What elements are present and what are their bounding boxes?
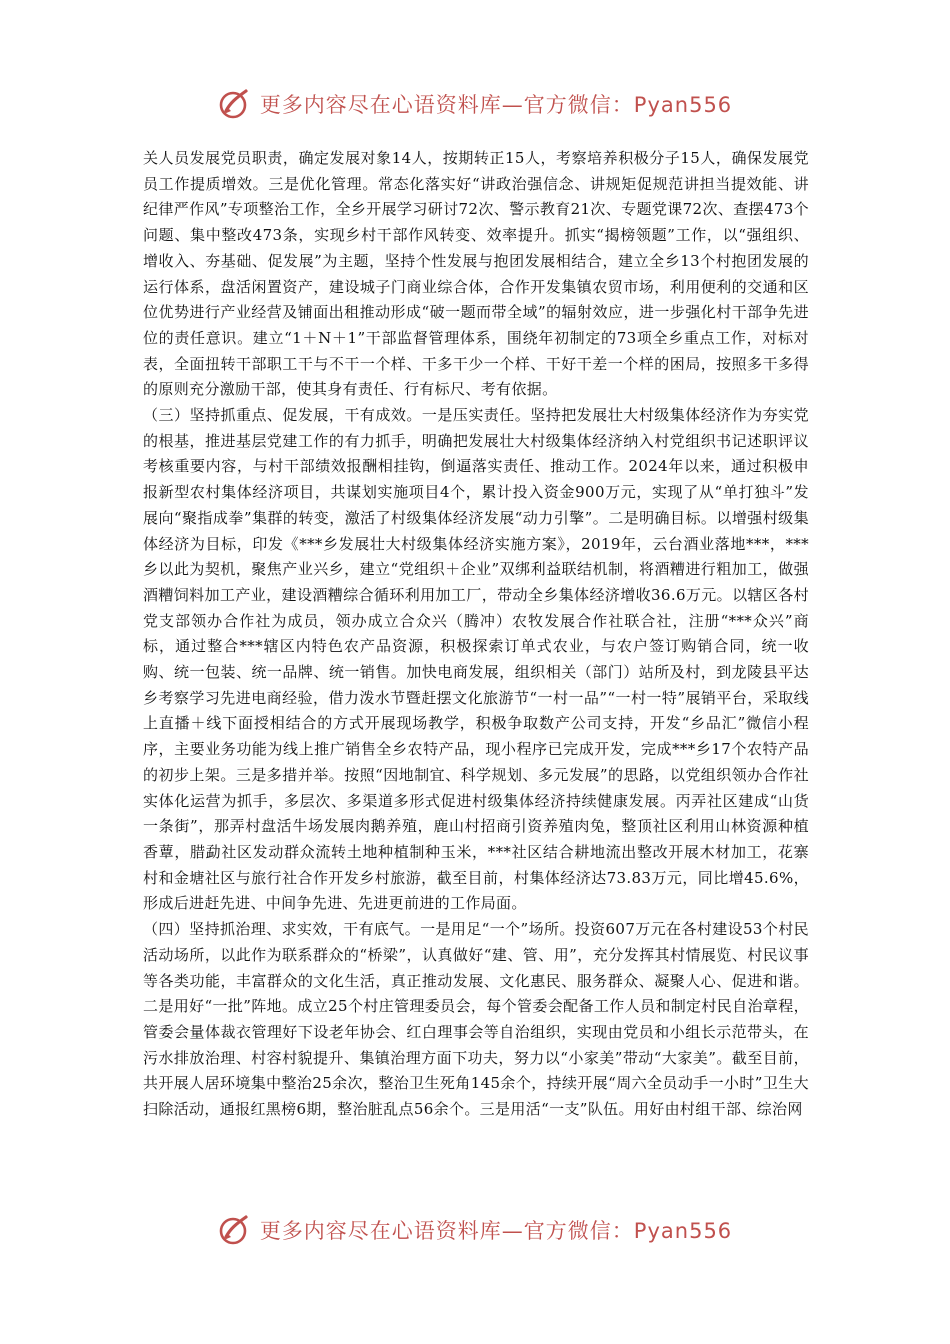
brush-logo-icon [218, 87, 252, 121]
watermark-text: 更多内容尽在心语资料库—官方微信：Pyan556 [259, 1219, 733, 1243]
document-body [143, 146, 809, 1123]
watermark-text: 更多内容尽在心语资料库—官方微信：Pyan556 [259, 93, 733, 117]
paragraph: 关人员发展党员职责，确定发展对象14人，按期转正15人，考察培养积极分子15人，确保发展党员工作提质增效。三是优化管理。常态化落实好“讲政治强信念、讲规矩促规范讲担当提效能、讲纪律严作风”专项整治工作，全乡开展学习研讨72次、警示教育21次、专题党课72次、查摆473个问题、集中整改473条，实现乡村干部作风转变、效率提升。抓实“揭榜领题”工作，以“强组织、增收入、夯基础、促发展”为主题，坚持个性发展与抱团发展相结合，建立全乡13个村抱团发展的运行体系，盘活闲置资产，建设城子门商业综合体，合作开发集镇农贸市场，利用便利的交通和区位优势进行产业经营及铺面出租推动形成“破一题而带全域”的辐射效应，进一步强化村干部争先进位的责任意识。建立“1＋N＋1”干部监督管理体系，围绕年初制定的73项全乡重点工作，对标对表，全面扭转干部职工干与不干一个样、干多干少一个样、干好干差一个样的困局，按照多干多得的原则充分激励干部，使其身有责任、行有标尺、考有依据。 [143, 149, 809, 399]
paragraph: （四）坚持抓治理、求实效，干有底气。一是用足“一个”场所。投资607万元在各村建设53个村民活动场所，以此作为联系群众的“桥梁”，认真做好“建、管、用”，充分发挥其村情展览、村民议事等各类功能，丰富群众的文化生活，真正推动发展、文化惠民、服务群众、凝聚人心、促进和谐。二是用好“一批”阵地。成立25个村庄管理委员会，每个管委会配备工作人员和制定村民自治章程，管委会量体裁衣管理好下设老年协会、红白理事会等自治组织，实现由党员和小组长示范带头，在污水排放治理、村容村貌提升、集镇治理方面下功夫，努力以“小家美”带动“大家美”。截至目前，共开展人居环境集中整治25余次，整治卫生死角145余个，持续开展“周六全员动手一小时”卫生大扫除活动，通报红黑榜6期，整治脏乱点56余个。三是用活“一支”队伍。用好由村组干部、综治网 [143, 920, 809, 1119]
paragraph: （三）坚持抓重点、促发展，干有成效。一是压实责任。坚持把发展壮大村级集体经济作为夯实党的根基，推进基层党建工作的有力抓手，明确把发展壮大村级集体经济纳入村党组织书记述职评议考核重要内容，与村干部绩效报酬相挂钩，倒逼落实责任、推动工作。2024年以来，通过积极申报新型农村集体经济项目，共谋划实施项目4个，累计投入资金900万元，实现了从“单打独斗”发展向“聚指成拳”集群的转变，激活了村级集体经济发展“动力引擎”。二是明确目标。以增强村级集体经济为目标，印发《***乡发展壮大村级集体经济实施方案》，2019年，云台酒业落地***，***乡以此为契机，聚焦产业兴乡，建立“党组织＋企业”双绑利益联结机制，将酒糟进行粗加工，做强酒糟饲料加工产业，建设酒糟综合循环利用加工厂，带动全乡集体经济增收36.6万元。以辖区各村党支部领办合作社为成员，领办成立合众兴（腾冲）农牧发展合作社联合社，注册“***众兴”商标，通过整合***辖区内特色农产品资源，积极探索订单式农业，与农户签订购销合同，统一收购、统一包装、统一品牌、统一销售。加快电商发展，组织相关（部门）站所及村，到龙陵县平达乡考察学习先进电商经验，借力泼水节暨赶摆文化旅游节“一村一品”“一村一特”展销平台，采取线上直播＋线下面授相结合的方式开展现场教学，积极争取数产公司支持，开发“乡品汇”微信小程序，主要业务功能为线上推广销售全乡农特产品，现小程序已完成开发，完成***乡17个农特产品的初步上架。三是多措并举。按照“因地制宜、科学规划、多元发展”的思路，以党组织领办合作社实体化运营为抓手，多层次、多渠道多形式促进村级集体经济持续健康发展。丙弄社区建成“山货一条街”，那弄村盘活牛场发展肉鹅养殖，鹿山村招商引资养殖肉兔，整顶社区利用山林资源种植香蕈，腊勐社区发动群众流转土地种植制种玉米，***社区结合耕地流出整改开展木材加工，花寨村和金塘社区与旅行社合作开发乡村旅游，截至目前，村集体经济达73.83万元，同比增45.6%，形成后进赶先进、中间争先进、先进更前进的工作局面。 [143, 406, 809, 913]
watermark-banner-top [0, 84, 950, 124]
brush-logo-icon [218, 1213, 252, 1247]
watermark-banner-bottom [0, 1210, 950, 1250]
